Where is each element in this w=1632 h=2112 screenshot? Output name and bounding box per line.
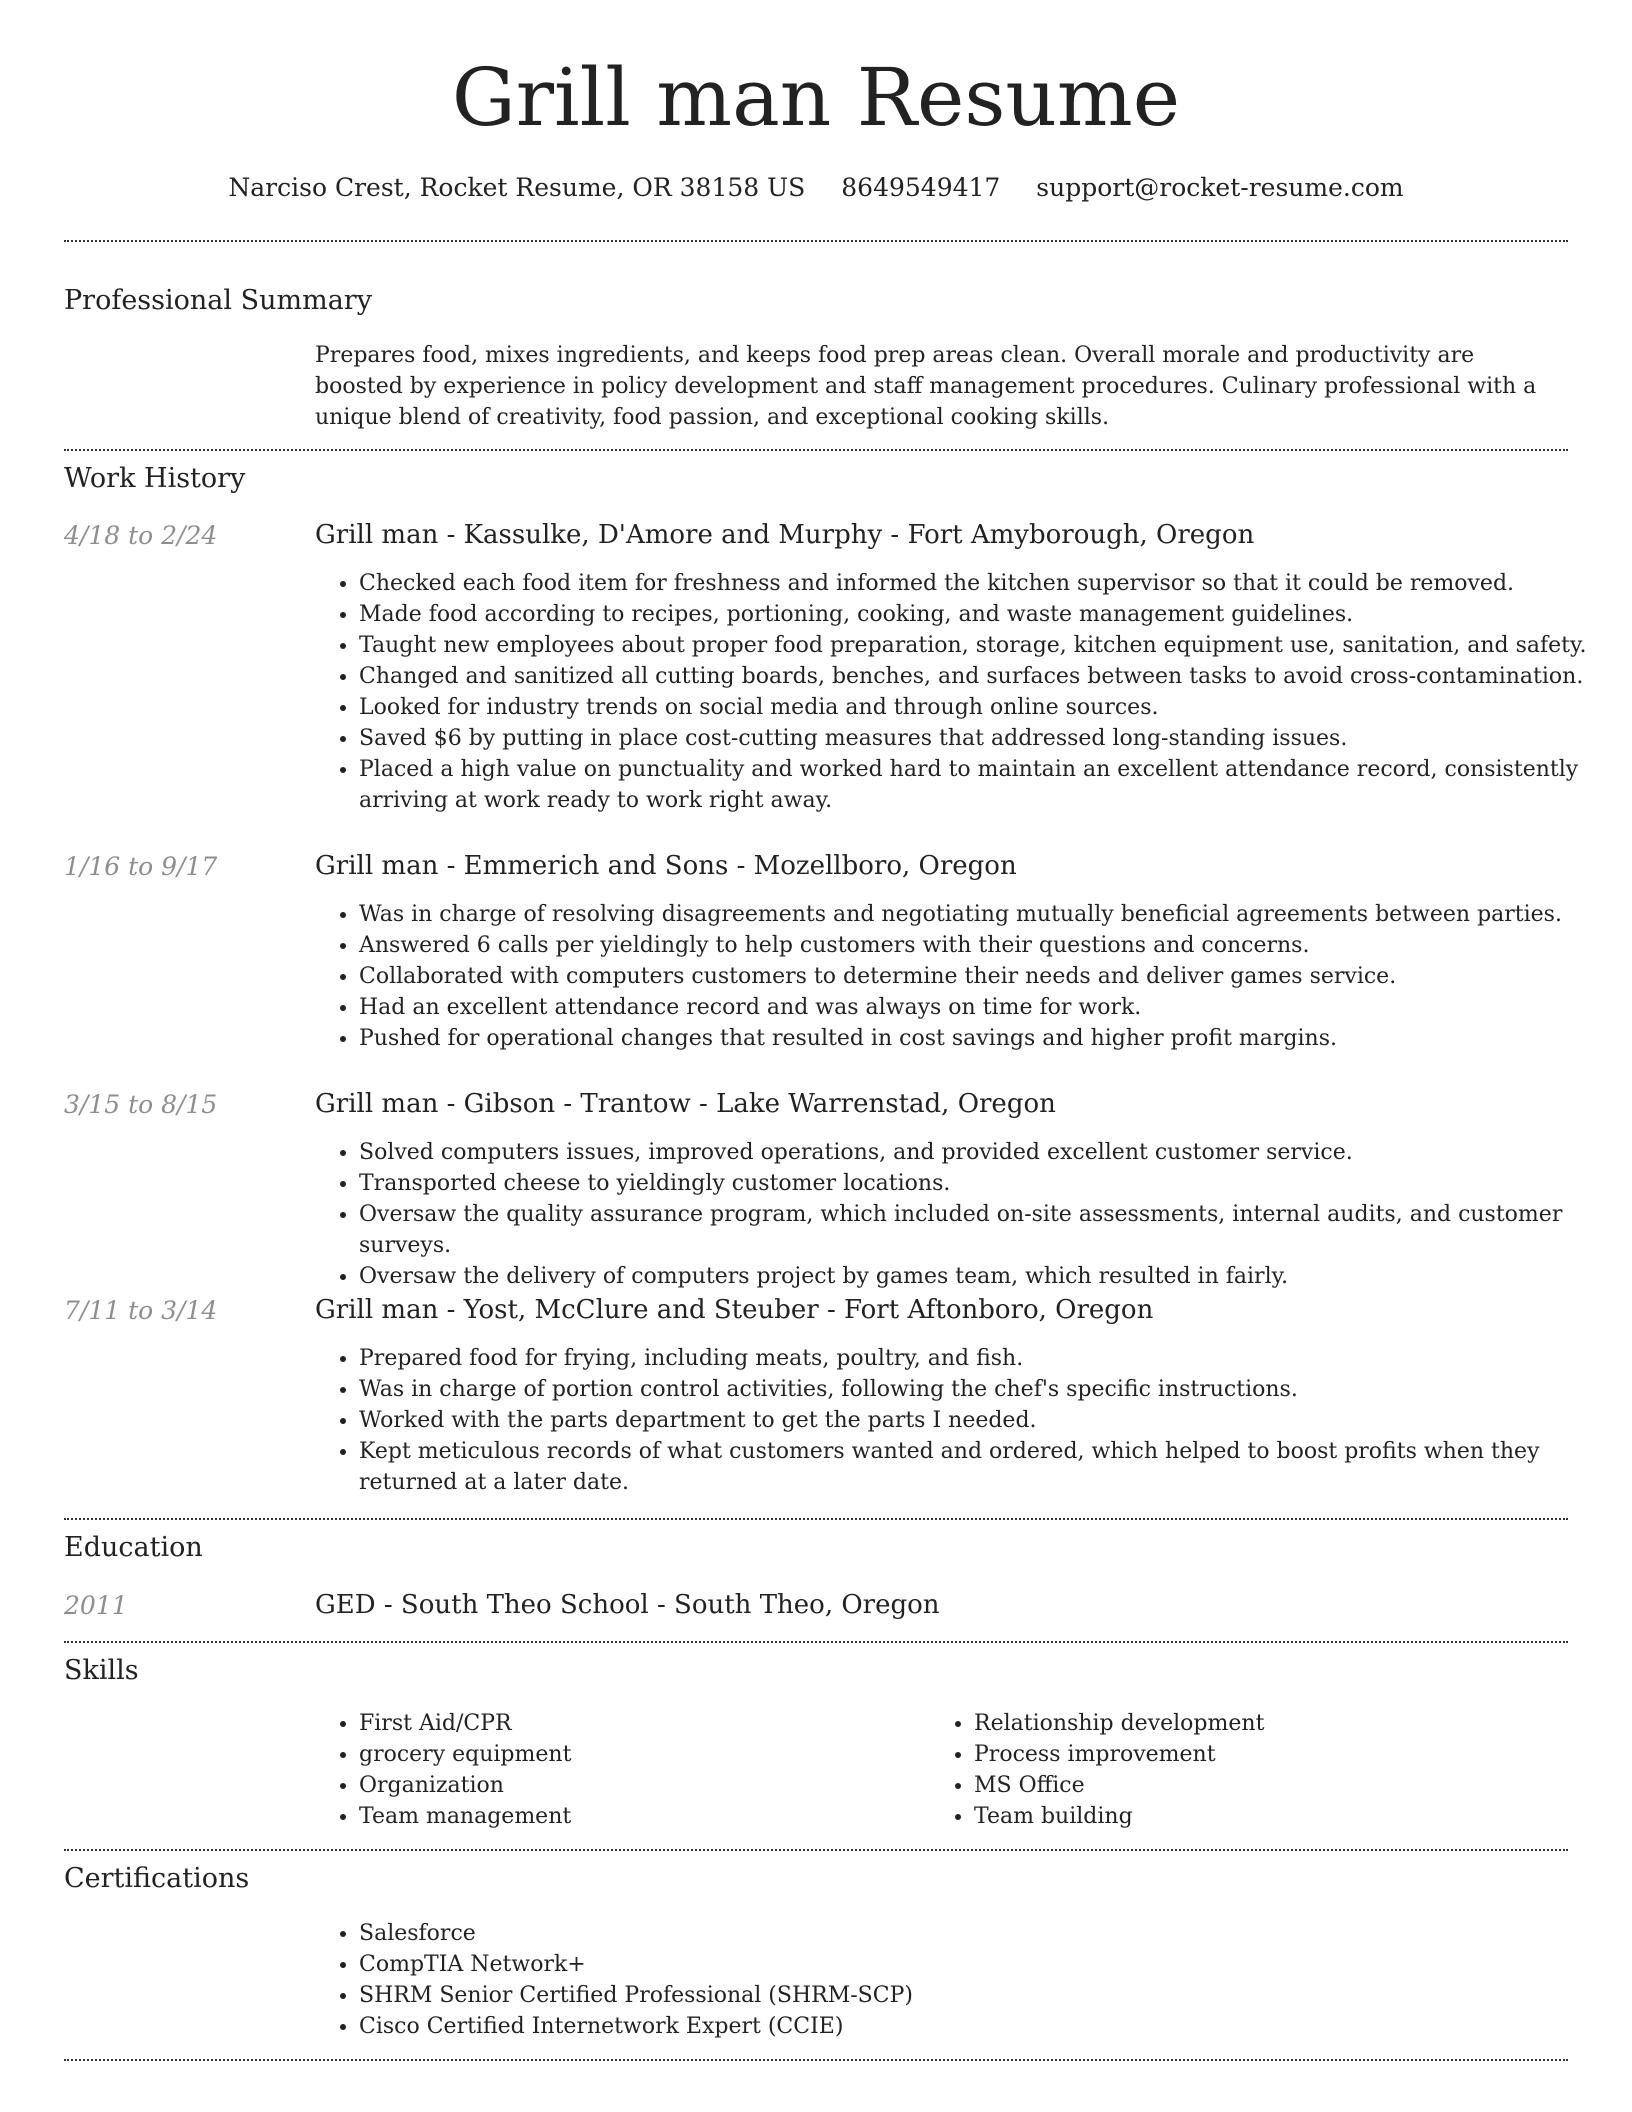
contact-phone: 8649549417 [841, 173, 1001, 202]
certifications-heading: Certifications [64, 1863, 250, 1894]
list-item: • Looked for industry trends on social media and through online sources. [359, 692, 1609, 723]
job-title: Grill man - Emmerich and Sons - Mozellboro, Oregon [315, 851, 1017, 881]
certification-item: • SHRM Senior Certified Professional (SHRM-SCP) [359, 1980, 1609, 2011]
job-bullets [315, 899, 1609, 1054]
skills-list-left [315, 1708, 919, 1832]
list-item: • Transported cheese to yieldingly customer locations. [359, 1168, 1609, 1199]
list-item: • Oversaw the quality assurance program, which included on-site assessments, internal audits, and customer surveys. [359, 1199, 1609, 1261]
list-item: • Solved computers issues, improved operations, and provided excellent customer service. [359, 1137, 1609, 1168]
divider [64, 1641, 1568, 1643]
summary-heading: Professional Summary [64, 285, 372, 316]
summary-text: Prepares food, mixes ingredients, and keeps food prep areas clean. Overall morale and productivity are boosted by experience in policy development and staff management procedures. Culinary professional with a unique blend of creativity, food passion, and exceptional cooking skills. [315, 343, 1537, 430]
divider [64, 2059, 1568, 2061]
skills-heading: Skills [64, 1655, 139, 1686]
skill-item: • Team building [974, 1801, 1574, 1832]
resume-title: Grill man Resume [451, 51, 1181, 144]
list-item: • Kept meticulous records of what customers wanted and ordered, which helped to boost profits when they returned at a later date. [359, 1436, 1609, 1498]
list-item: • Changed and sanitized all cutting boards, benches, and surfaces between tasks to avoid cross-contamination. [359, 661, 1609, 692]
job-bullets [315, 568, 1609, 816]
job-dates: 4/18 to 2/24 [64, 521, 218, 550]
list-item: • Oversaw the delivery of computers project by games team, which resulted in fairly. [359, 1261, 1609, 1292]
education-entry: GED - South Theo School - South Theo, Oregon [315, 1590, 940, 1620]
skill-item: • First Aid/CPR [359, 1708, 919, 1739]
certification-item: • CompTIA Network+ [359, 1949, 1609, 1980]
list-item: • Saved $6 by putting in place cost-cutting measures that addressed long-standing issues. [359, 723, 1609, 754]
list-item: • Pushed for operational changes that resulted in cost savings and higher profit margins. [359, 1023, 1609, 1054]
list-item: • Made food according to recipes, portioning, cooking, and waste management guidelines. [359, 599, 1609, 630]
job-dates: 1/16 to 9/17 [64, 852, 218, 881]
work-history-heading: Work History [64, 463, 246, 494]
skills-list-right [930, 1708, 1574, 1832]
certification-item: • Cisco Certified Internetwork Expert (CCIE) [359, 2011, 1609, 2042]
certifications-list [315, 1918, 1609, 2042]
job-title: Grill man - Gibson - Trantow - Lake Warrenstad, Oregon [315, 1089, 1056, 1119]
skill-item: • grocery equipment [359, 1739, 919, 1770]
job-title: Grill man - Kassulke, D'Amore and Murphy - Fort Amyborough, Oregon [315, 520, 1255, 550]
list-item: • Prepared food for frying, including meats, poultry, and fish. [359, 1343, 1609, 1374]
list-item: • Placed a high value on punctuality and worked hard to maintain an excellent attendance record, consistently arriving at work ready to work right away. [359, 754, 1609, 816]
job-dates: 3/15 to 8/15 [64, 1090, 218, 1119]
list-item: • Taught new employees about proper food preparation, storage, kitchen equipment use, sanitation, and safety. [359, 630, 1609, 661]
skill-item: • Process improvement [974, 1739, 1574, 1770]
job-title: Grill man - Yost, McClure and Steuber - Fort Aftonboro, Oregon [315, 1295, 1154, 1325]
list-item: • Answered 6 calls per yieldingly to help customers with their questions and concerns. [359, 930, 1609, 961]
divider [64, 1849, 1568, 1851]
divider [64, 240, 1568, 242]
list-item: • Was in charge of portion control activities, following the chef's specific instructions. [359, 1374, 1609, 1405]
summary-section [315, 340, 1565, 433]
contact-address: Narciso Crest, Rocket Resume, OR 38158 US [228, 173, 806, 202]
skill-item: • Team management [359, 1801, 919, 1832]
job-bullets [315, 1137, 1609, 1292]
contact-line [0, 170, 1632, 206]
divider [64, 1518, 1568, 1520]
skill-item: • MS Office [974, 1770, 1574, 1801]
list-item: • Worked with the parts department to get the parts I needed. [359, 1405, 1609, 1436]
list-item: • Was in charge of resolving disagreements and negotiating mutually beneficial agreements between parties. [359, 899, 1609, 930]
list-item: • Checked each food item for freshness and informed the kitchen supervisor so that it could be removed. [359, 568, 1609, 599]
job-bullets [315, 1343, 1609, 1498]
certification-item: • Salesforce [359, 1918, 1609, 1949]
education-year: 2011 [64, 1591, 128, 1620]
skill-item: • Organization [359, 1770, 919, 1801]
job-dates: 7/11 to 3/14 [64, 1296, 218, 1325]
skill-item: • Relationship development [974, 1708, 1574, 1739]
divider [64, 449, 1568, 451]
list-item: • Had an excellent attendance record and was always on time for work. [359, 992, 1609, 1023]
contact-email: support@rocket-resume.com [1036, 173, 1404, 202]
education-heading: Education [64, 1532, 203, 1563]
list-item: • Collaborated with computers customers to determine their needs and deliver games service. [359, 961, 1609, 992]
